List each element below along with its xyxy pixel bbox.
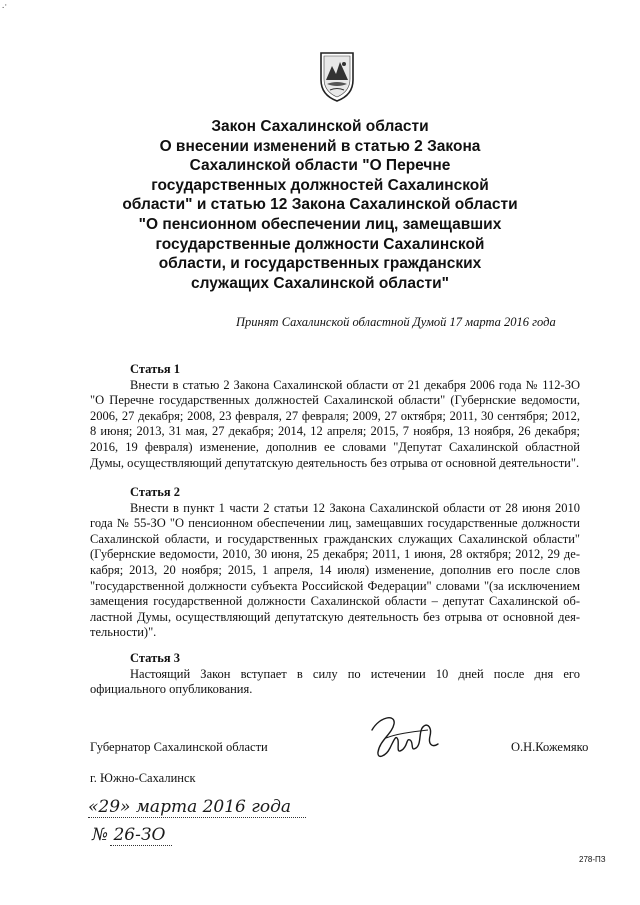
title-line: государственных должностей Сахалинской	[151, 176, 489, 194]
governor-title: Губернатор Сахалинской области	[90, 740, 268, 754]
title-line: Закон Сахалинской области	[211, 118, 429, 135]
title-line: государственные должности Сахалинской	[155, 235, 485, 253]
coat-of-arms-emblem	[318, 50, 356, 102]
title-line: служащих Сахалинской области"	[190, 274, 450, 292]
article-1	[90, 362, 580, 471]
title-line: О внесении изменений в статью 2 Закона	[159, 137, 481, 155]
article-text: Внести в пункт 1 части 2 статьи 12 Закона Сахалинской области от 28 июня 2010 года № 55-ЗО "О пенсионном обеспечении лиц, замещавших государственные должности Сахалинской области, и государственных гражданских служащих Сахалинской области" (Губернские ведомости, 2010, 30 июня, 25 декабря; 2011, 1 июня, 28 октября; 2012, 29 де-кабря; 2013, 20 ноября; 2015, 1 апреля, 14 июля) изменение, дополнив его после слов "государственной должности субъекта Российской Федерации" словами "(за исключением замещения государственной должности Сахалинской области – депутат Сахалинской об-ластной Думы, осуществляющий депутатскую деятельность без отрыва от основной дея-тельности)".	[90, 500, 580, 640]
handwritten-signature	[366, 710, 446, 765]
title-line: области" и статью 12 Закона Сахалинской области	[122, 196, 518, 214]
governor-name: О.Н.Кожемяко	[511, 740, 589, 754]
article-3	[90, 651, 580, 698]
title-line: области, и государственных гражданских	[158, 255, 482, 273]
handwritten-law-number: № 26-ЗО	[92, 825, 166, 845]
date-underline	[88, 817, 306, 818]
adoption-note: Принят Сахалинской областной Думой 17 марта 2016 года	[236, 315, 556, 329]
article-heading: Статья 3	[130, 651, 180, 665]
title-line: "О пенсионном обеспечении лиц, замещавших	[138, 215, 502, 233]
article-heading: Статья 2	[130, 485, 180, 499]
article-text: Внести в статью 2 Закона Сахалинской области от 21 декабря 2006 года № 112-ЗО "О Перечне государственных должностей Сахалинской области" (Губернские ведомости, 2006, 27 декабря; 2008, 23 февраля, 27 февраля; 2009, 27 октября; 2011, 30 сентября; 2012, 8 июня; 2013, 31 мая, 27 декабря; 2014, 12 апреля; 2015, 7 ноября, 13 ноября, 26 декабря; 2016, 19 февраля) изменение, дополнив ее словами "Депутат Сахалинской областной Думы, осуществляющий депутатскую деятельность без отрыва от основной деятельности".	[90, 377, 580, 470]
law-title	[100, 117, 540, 293]
title-line: Сахалинской области "О Перечне	[189, 157, 451, 175]
article-heading: Статья 1	[130, 362, 180, 376]
city: г. Южно-Сахалинск	[90, 771, 196, 785]
article-text: Настоящий Закон вступает в силу по истечении 10 дней после дня его официального опубликования.	[90, 666, 580, 697]
handwritten-date: «29» марта 2016 года	[88, 797, 292, 817]
document-code: 278-ПЗ	[579, 855, 606, 864]
article-2	[90, 485, 580, 641]
number-underline	[110, 845, 172, 846]
corner-mark: .·	[2, 0, 8, 10]
